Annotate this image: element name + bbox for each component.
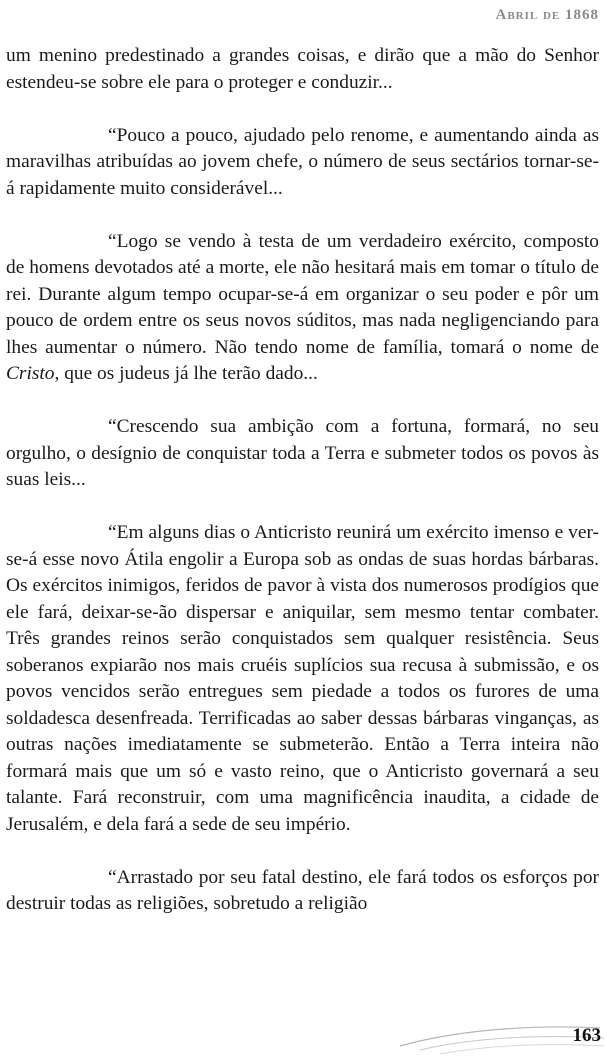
paragraph <box>6 414 599 494</box>
paragraph-text: “Arrastado por seu fatal destino, ele fará todos os esforços por destruir todas as religiões, sobretudo a religião <box>6 866 599 914</box>
paragraph-text: “Em alguns dias o Anticristo reunirá um exército imenso e ver-se-á esse novo Átila engolir a Europa sob as ondas de suas hordas bárbaras. Os exércitos inimigos, feridos de pavor à vista dos numerosos prodígios que ele fará, deixar-se-ão dispersar e aniquilar, sem mesmo tentar combater. Três grandes reinos serão conquistados sem qualquer resistência. Seus soberanos expiarão nos mais cruéis suplícios sua recusa à submissão, e os povos vencidos serão entregues sem piedade a todos os furores de uma soldadesca desenfreada. Terrificadas ao saber dessas bárbaras vinganças, as outras nações imediatamente se submeterão. Então a Terra inteira não formará mais que um só e vasto reino, que o Anticristo governará a seu talante. Fará reconstruir, com uma magnificência inaudita, a cidade de Jerusalém, e dela fará a sede de seu império. <box>6 522 599 835</box>
italic-text: Cristo <box>6 363 55 384</box>
paragraph-text: “Pouco a pouco, ajudado pelo renome, e aumentando ainda as maravilhas atribuídas ao jovem chefe, o número de seus sectários tornar-se-á rapidamente muito considerável... <box>6 124 599 199</box>
paragraph-text: “Crescendo sua ambição com a fortuna, formará, no seu orgulho, o desígnio de conquistar toda a Terra e submeter todos os povos às suas leis... <box>6 416 599 490</box>
page-footer <box>0 1010 607 1060</box>
paragraph <box>6 865 599 918</box>
paragraph-text: , que os judeus já lhe terão dado... <box>54 363 318 384</box>
paragraph <box>6 123 599 203</box>
paragraph <box>6 43 599 96</box>
paragraph <box>6 229 599 388</box>
page-number: 163 <box>572 1025 601 1046</box>
paragraph <box>6 520 599 838</box>
paragraph-text: um menino predestinado a grandes coisas, e dirão que a mão do Senhor estendeu-se sobre ele para o proteger e conduzir... <box>6 45 599 93</box>
running-header: Abril de 1868 <box>495 7 599 23</box>
body-text <box>6 43 599 918</box>
paragraph-text: “Logo se vendo à testa de um verdadeiro exército, composto de homens devotados até a morte, ele não hesitará mais em tomar o título de rei. Durante algum tempo ocupar-se-á em organizar o seu poder e pôr um pouco de ordem entre os seus novos súditos, mas nada negligenciando para lhes aumentar o número. Não tendo nome de família, tomará o nome de <box>6 230 599 358</box>
swoosh-ornament <box>0 1010 607 1060</box>
